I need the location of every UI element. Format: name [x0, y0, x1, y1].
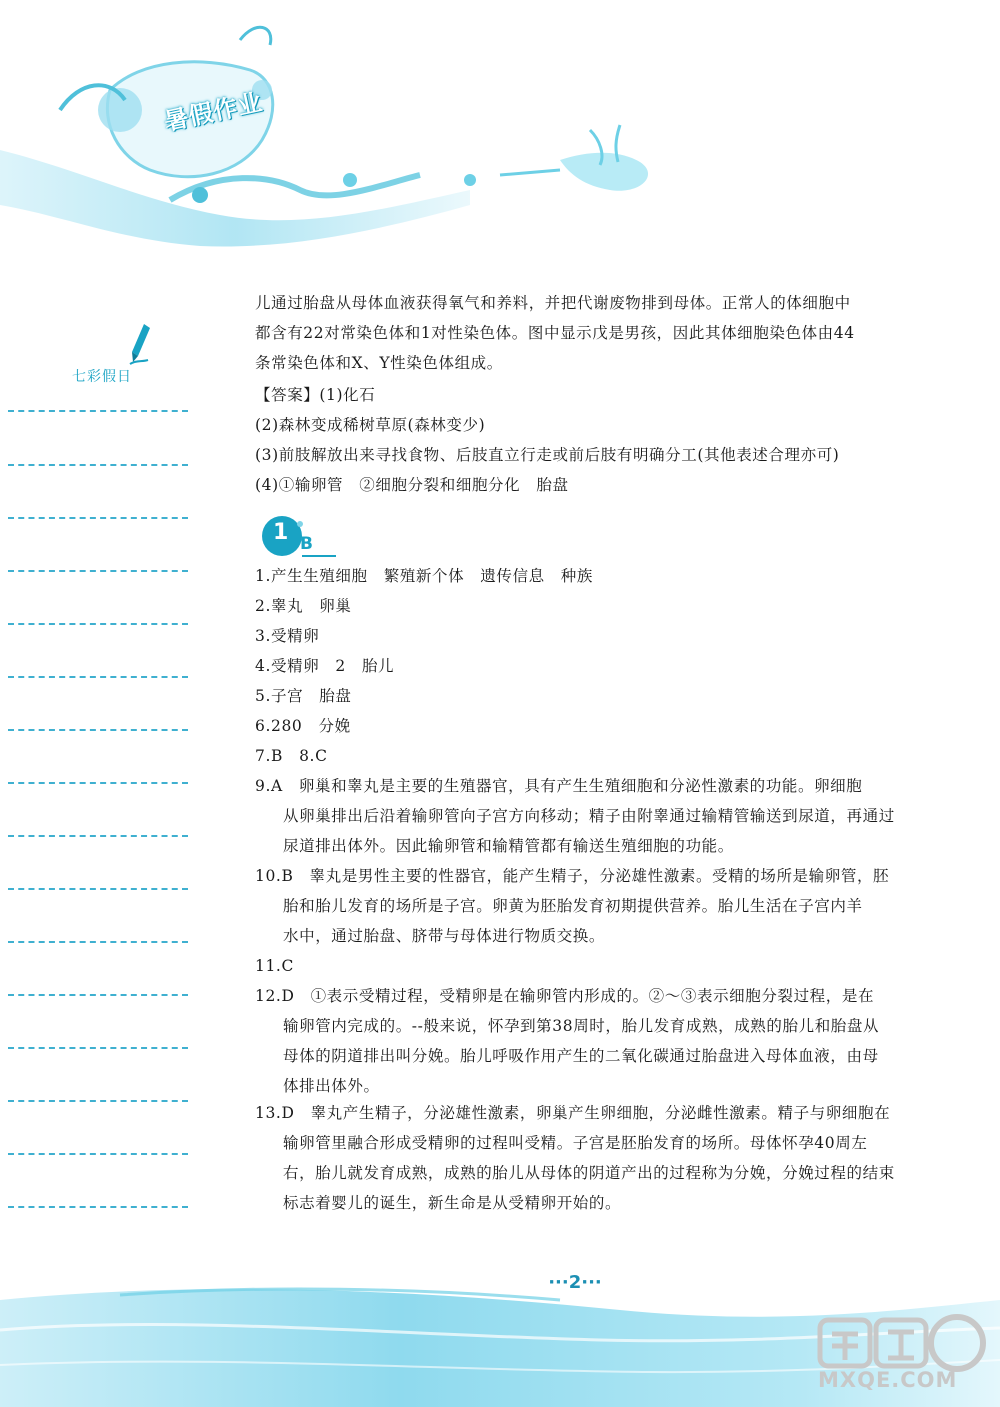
header-title: 暑假作业	[161, 87, 266, 137]
answer-line: (4)①输卵管 ②细胞分裂和细胞分化 胎盘	[255, 476, 569, 494]
note-line	[8, 782, 188, 784]
note-line	[8, 464, 188, 466]
list-item: 2.睾丸 卵巢	[255, 597, 352, 615]
note-line	[8, 1206, 188, 1208]
item-13: 13.D 睾丸产生精子，分泌雄性激素，卵巢产生卵细胞，分泌雌性激素。精子与卵细胞在	[255, 1104, 891, 1122]
list-item: 6.280 分娩	[255, 717, 351, 735]
brand-label: 七彩假日	[72, 369, 132, 385]
section-badge	[258, 512, 338, 560]
note-line	[8, 888, 188, 890]
watermark-url: MXQE.COM	[818, 1368, 958, 1392]
answer-line: (2)森林变成稀树草原(森林变少)	[255, 416, 486, 434]
item-9: 尿道排出体外。因此输卵管和输精管都有输送生殖细胞的功能。	[283, 837, 734, 855]
note-line	[8, 570, 188, 572]
note-line	[8, 1153, 188, 1155]
note-line	[8, 729, 188, 731]
page-number: ···2···	[548, 1272, 602, 1293]
list-item: 1.产生生殖细胞 繁殖新个体 遗传信息 种族	[255, 567, 593, 585]
item-13: 右，胎儿就发育成熟，成熟的胎儿从母体的阴道产出的过程称为分娩，分娩过程的结束	[283, 1164, 895, 1182]
list-item: 4.受精卵 2 胎儿	[255, 657, 395, 675]
item-9: 从卵巢排出后沿着输卵管向子宫方向移动；精子由附睾通过输精管输送到尿道，再通过	[283, 807, 895, 825]
item-13: 标志着婴儿的诞生，新生命是从受精卵开始的。	[283, 1194, 622, 1212]
note-line	[8, 994, 188, 996]
intro-line: 都含有22对常染色体和1对性染色体。图中显示戊是男孩，因此其体细胞染色体由44	[255, 324, 855, 342]
note-line	[8, 676, 188, 678]
item-12: 输卵管内完成的。--般来说，怀孕到第38周时，胎儿发育成熟，成熟的胎儿和胎盘从	[283, 1017, 880, 1035]
badge-number: 1	[273, 520, 289, 545]
item-9: 9.A 卵巢和睾丸是主要的生殖器官，具有产生生殖细胞和分泌性激素的功能。卵细胞	[255, 777, 863, 795]
item-11: 11.C	[255, 957, 294, 975]
item-13: 输卵管里融合形成受精卵的过程叫受精。子宫是胚胎发育的场所。母体怀孕40周左	[283, 1134, 868, 1152]
note-line	[8, 835, 188, 837]
list-item: 5.子宫 胎盘	[255, 687, 352, 705]
list-item: 3.受精卵	[255, 627, 320, 645]
intro-line: 儿通过胎盘从母体血液获得氧气和养料，并把代谢废物排到母体。正常人的体细胞中	[255, 294, 851, 312]
badge-letter: B	[300, 534, 313, 554]
note-line	[8, 1047, 188, 1049]
note-line	[8, 410, 188, 412]
item-10: 10.B 睾丸是男性主要的性器官，能产生精子，分泌雄性激素。受精的场所是输卵管，胚	[255, 867, 890, 885]
note-line	[8, 517, 188, 519]
badge-icon	[258, 512, 338, 560]
item-12: 体排出体外。	[283, 1077, 380, 1095]
answer-line: 【答案】(1)化石	[255, 386, 376, 404]
item-10: 水中，通过胎盘、脐带与母体进行物质交换。	[283, 927, 606, 945]
list-item: 7.B 8.C	[255, 747, 328, 765]
note-line	[8, 1100, 188, 1102]
answer-line: (3)前肢解放出来寻找食物、后肢直立行走或前后肢有明确分工(其他表述合理亦可)	[255, 446, 840, 464]
item-12: 12.D ①表示受精过程，受精卵是在输卵管内形成的。②～③表示细胞分裂过程，是在	[255, 987, 875, 1005]
note-line	[8, 941, 188, 943]
pen-icon	[128, 322, 154, 366]
note-line	[8, 623, 188, 625]
item-12: 母体的阴道排出叫分娩。胎儿呼吸作用产生的二氧化碳通过胎盘进入母体血液，由母	[283, 1047, 879, 1065]
item-10: 胎和胎儿发育的场所是子宫。卵黄为胚胎发育初期提供营养。胎儿生活在子宫内羊	[283, 897, 863, 915]
intro-line: 条常染色体和X、Y性染色体组成。	[255, 354, 503, 372]
